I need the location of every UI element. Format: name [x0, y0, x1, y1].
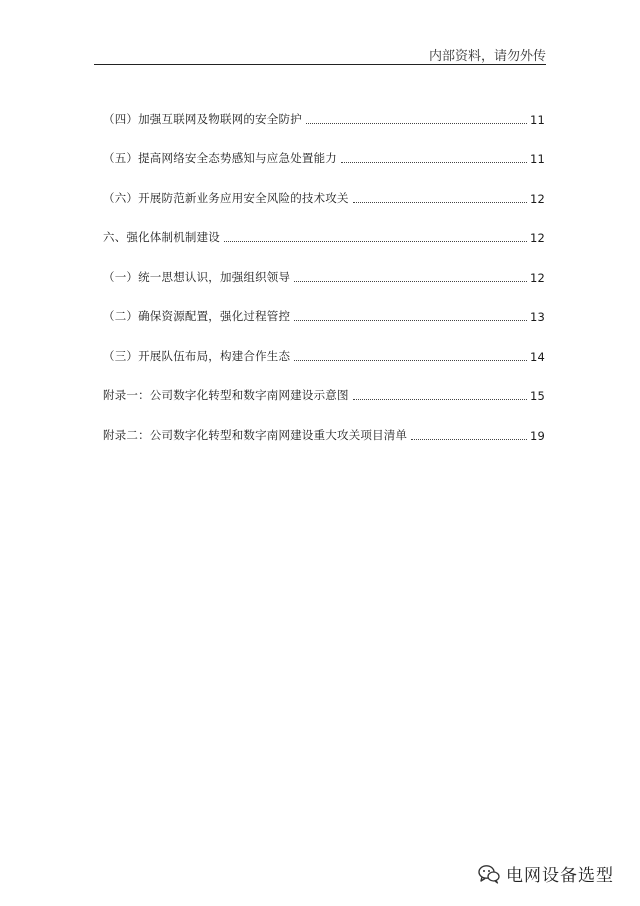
toc-leader-dots: [294, 360, 527, 361]
toc-entry[interactable]: [103, 87, 545, 127]
toc-entry-page: 12: [529, 270, 545, 285]
table-of-contents: [103, 87, 545, 443]
toc-entry-page: 12: [529, 231, 545, 245]
toc-leader-dots: [353, 399, 527, 400]
header-divider: [94, 64, 546, 65]
toc-leader-dots: [224, 241, 527, 242]
toc-leader-dots: [294, 320, 527, 321]
toc-entry[interactable]: [103, 324, 545, 364]
toc-entry-page: 13: [529, 310, 545, 324]
toc-entry[interactable]: [103, 364, 545, 404]
toc-entry-title: 六、强化体制机制建设: [103, 230, 220, 244]
toc-leader-dots: [353, 202, 527, 203]
confidential-note: 内部资料，请勿外传: [428, 49, 546, 64]
wechat-watermark: [478, 861, 614, 886]
toc-entry-page: 19: [529, 428, 545, 443]
toc-entry-page: 15: [529, 389, 545, 403]
toc-entry-page: 11: [529, 112, 545, 127]
toc-entry[interactable]: [103, 403, 545, 443]
toc-entry-title: （一）统一思想认识，加强组织领导: [103, 269, 291, 284]
toc-entry-title: （四）加强互联网及物联网的安全防护: [103, 111, 302, 126]
wechat-icon: [478, 864, 500, 884]
toc-entry[interactable]: [103, 245, 545, 285]
toc-entry-title: （六）开展防范新业务应用安全风险的技术攻关: [103, 190, 349, 205]
toc-entry-title: 附录二：公司数字化转型和数字南网建设重大攻关项目清单: [103, 427, 408, 442]
toc-entry-page: 14: [529, 349, 545, 364]
toc-entry-title: （五）提高网络安全态势感知与应急处置能力: [103, 151, 337, 165]
watermark-label: 电网设备选型: [506, 866, 614, 886]
toc-entry[interactable]: [103, 206, 545, 246]
toc-leader-dots: [294, 281, 527, 282]
toc-entry-page: 12: [529, 191, 545, 206]
toc-leader-dots: [306, 123, 527, 124]
toc-entry-title: 附录一：公司数字化转型和数字南网建设示意图: [103, 388, 349, 402]
toc-leader-dots: [341, 162, 527, 163]
toc-entry-title: （三）开展队伍布局，构建合作生态: [103, 348, 291, 363]
toc-entry[interactable]: [103, 127, 545, 167]
toc-entry[interactable]: [103, 285, 545, 325]
toc-leader-dots: [411, 439, 527, 440]
toc-entry[interactable]: [103, 166, 545, 206]
toc-entry-page: 11: [529, 152, 545, 166]
toc-entry-title: （二）确保资源配置，强化过程管控: [103, 309, 291, 323]
